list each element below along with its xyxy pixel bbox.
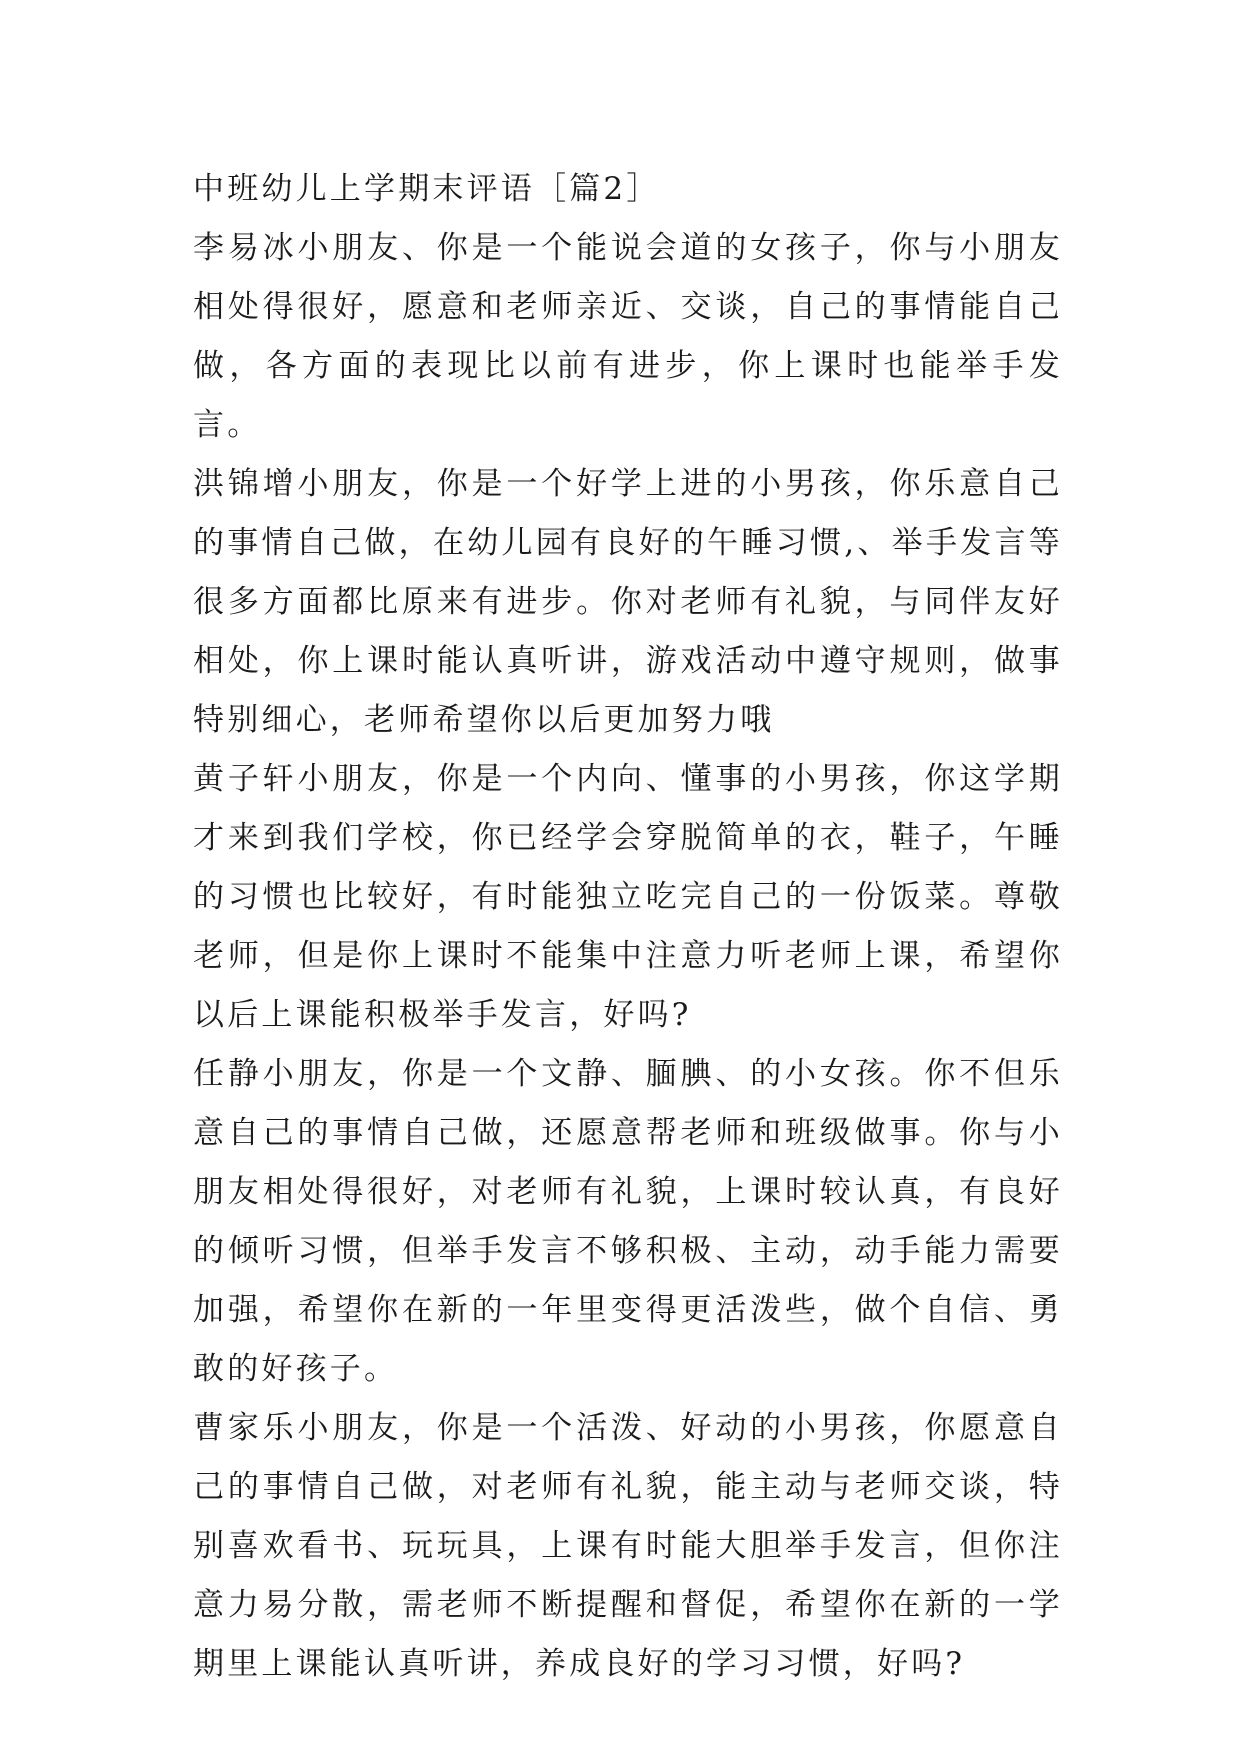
document-title: 中班幼儿上学期末评语［篇2］ bbox=[193, 171, 661, 207]
document-page bbox=[193, 160, 1063, 1694]
comment-paragraph-li-yibing: 李易冰小朋友、你是一个能说会道的女孩子，你与小朋友相处得很好，愿意和老师亲近、交谈，自己的事情能自己做，各方面的表现比以前有进步，你上课时也能举手发言。 bbox=[193, 230, 1063, 443]
comment-paragraph-hong-jinzeng: 洪锦增小朋友，你是一个好学上进的小男孩，你乐意自己的事情自己做，在幼儿园有良好的午睡习惯,、举手发言等很多方面都比原来有进步。你对老师有礼貌，与同伴友好相处，你上课时能认真听讲，游戏活动中遵守规则，做事特别细心，老师希望你以后更加努力哦 bbox=[193, 466, 1063, 738]
comment-paragraph-ren-jing: 任静小朋友，你是一个文静、腼腆、的小女孩。你不但乐意自己的事情自己做，还愿意帮老师和班级做事。你与小朋友相处得很好，对老师有礼貌，上课时较认真，有良好的倾听习惯，但举手发言不够积极、主动，动手能力需要加强，希望你在新的一年里变得更活泼些，做个自信、勇敢的好孩子。 bbox=[193, 1056, 1063, 1387]
comment-paragraph-cao-jiale: 曹家乐小朋友，你是一个活泼、好动的小男孩，你愿意自己的事情自己做，对老师有礼貌，能主动与老师交谈，特别喜欢看书、玩玩具，上课有时能大胆举手发言，但你注意力易分散，需老师不断提醒和督促，希望你在新的一学期里上课能认真听讲，养成良好的学习习惯，好吗? bbox=[193, 1410, 1063, 1682]
comment-paragraph-huang-zixuan: 黄子轩小朋友，你是一个内向、懂事的小男孩，你这学期才来到我们学校，你已经学会穿脱简单的衣，鞋子，午睡的习惯也比较好，有时能独立吃完自己的一份饭菜。尊敬老师，但是你上课时不能集中注意力听老师上课，希望你以后上课能积极举手发言，好吗? bbox=[193, 761, 1063, 1033]
